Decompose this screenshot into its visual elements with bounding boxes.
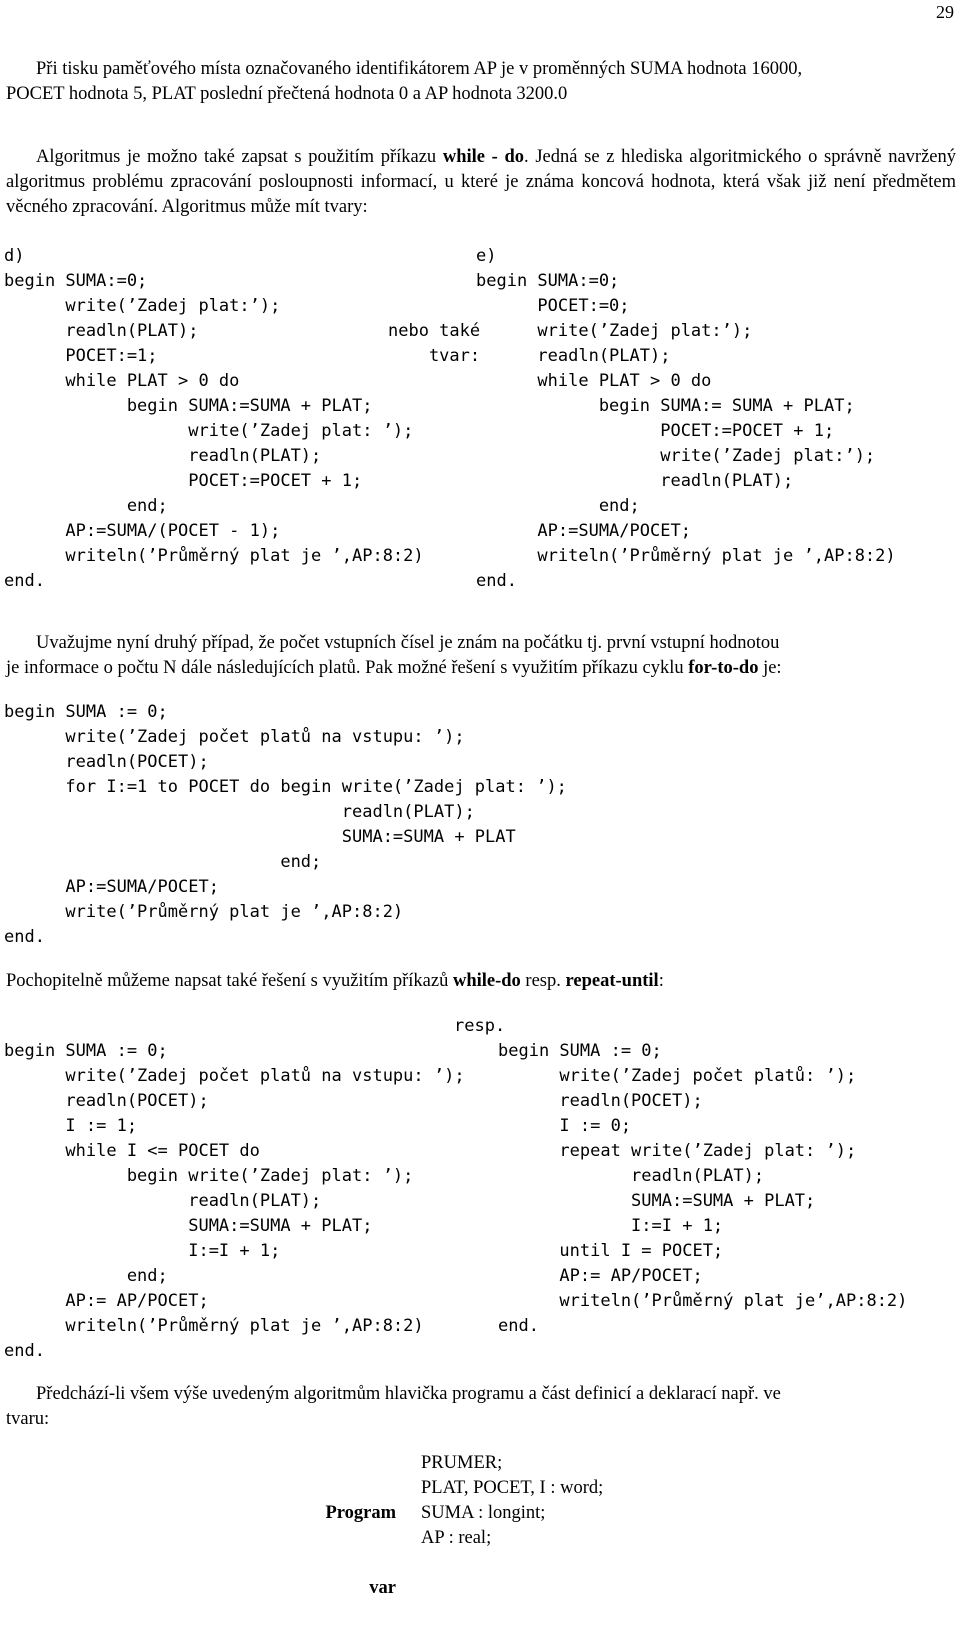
declaration-lines [421, 1451, 603, 1551]
paragraph-header [6, 1382, 956, 1432]
code-line: begin SUMA:=0; [476, 271, 620, 291]
code-line: begin SUMA := 0; [4, 1041, 168, 1061]
code-line: while I <= POCET do [4, 1141, 260, 1161]
code-line: while PLAT > 0 do [4, 371, 240, 391]
code-line: write(’Průměrný plat je ’,AP:8:2) [4, 902, 404, 922]
code-line: SUMA:=SUMA + PLAT; [4, 1216, 373, 1236]
paragraph-text: . Jedná se z hlediska algoritmického o správně navržený algoritmus problému zpracování posloupnosti informací, u které je známa koncová hodnota, která však již není předmětem věcného zpracování. Algoritmus může mít tvary: [6, 147, 956, 217]
paragraph-intro-line1: Při tisku paměťového místa označovaného identifikátorem AP je v proměnných SUMA hodnota 16000, [36, 59, 803, 79]
paragraph-while-do [6, 145, 956, 220]
code-middle-text [388, 319, 480, 369]
code-line: SUMA:=SUMA + PLAT; [498, 1191, 816, 1211]
code-line: begin SUMA:=0; [4, 271, 148, 291]
code-line: writeln(’Průměrný plat je ’,AP:8:2) [4, 546, 424, 566]
code-line: I := 1; [4, 1116, 138, 1136]
keyword-while-do: while - do [442, 147, 525, 167]
code-line: write(’Zadej počet platů: ’); [498, 1066, 857, 1086]
code-line: begin SUMA:= SUMA + PLAT; [476, 396, 855, 416]
code-line: AP:= AP/POCET; [4, 1291, 209, 1311]
paragraph-intro-line2: POCET hodnota 5, PLAT poslední přečtená hodnota 0 a AP hodnota 3200.0 [6, 84, 568, 104]
code-line: e) [476, 246, 497, 266]
code-line: end. [4, 927, 45, 947]
code-line: readln(PLAT); [476, 471, 794, 491]
code-line: begin SUMA := 0; [498, 1041, 662, 1061]
code-line: POCET:=POCET + 1; [476, 421, 835, 441]
code-line: write(’Zadej plat: ’); [4, 421, 414, 441]
declaration-line: SUMA : longint; [421, 1503, 546, 1523]
code-line: while PLAT > 0 do [476, 371, 712, 391]
paragraph-for-to-do [6, 631, 956, 681]
code-line: readln(POCET); [4, 752, 209, 772]
paragraph-while-repeat [6, 969, 956, 994]
code-line: write(’Zadej plat:’); [476, 446, 876, 466]
code-block-while [4, 1039, 465, 1364]
code-line: AP:= AP/POCET; [498, 1266, 703, 1286]
code-line: readln(PLAT); [498, 1166, 765, 1186]
code-line: readln(POCET); [4, 1091, 209, 1111]
code-line: end; [476, 496, 640, 516]
code-block-e [476, 244, 896, 594]
paragraph-text: je informace o počtu N dále následujících platů. Pak možné řešení s využitím příkazu cyklu [6, 658, 689, 678]
code-line: nebo také [388, 321, 481, 341]
code-line: write(’Zadej plat:’); [476, 321, 753, 341]
code-block-d [4, 244, 424, 594]
code-line: AP:=SUMA/(POCET - 1); [4, 521, 281, 541]
code-line: writeln(’Průměrný plat je ’,AP:8:2) [476, 546, 896, 566]
code-line: readln(PLAT); [476, 346, 671, 366]
paragraph-text: Uvažujme nyní druhý případ, že počet vstupních čísel je znám na počátku tj. první vstupní hodnotou [36, 633, 780, 653]
code-line: end. [4, 1341, 45, 1361]
code-line: readln(PLAT); [4, 446, 322, 466]
code-line: end. [476, 571, 517, 591]
paragraph-text: je: [758, 658, 782, 678]
code-line: readln(PLAT); [4, 1191, 322, 1211]
code-line: for I:=1 to POCET do begin write(’Zadej plat: ’); [4, 777, 567, 797]
code-resp-label: resp. [454, 1016, 506, 1036]
paragraph-text: Algoritmus je možno také zapsat s použitím příkazu [36, 147, 443, 167]
code-line: end. [498, 1316, 539, 1336]
paragraph-text: tvaru: [6, 1409, 50, 1429]
code-line: end; [4, 496, 168, 516]
code-line: writeln(’Průměrný plat je ’,AP:8:2) [4, 1316, 424, 1336]
code-line: POCET:=POCET + 1; [4, 471, 363, 491]
paragraph-text: : [658, 971, 664, 991]
declaration-keywords [296, 1451, 396, 1626]
code-line: I:=I + 1; [498, 1216, 724, 1236]
keyword-for-to-do: for-to-do [688, 658, 759, 678]
code-line: POCET:=1; [4, 346, 158, 366]
keyword-var: var [369, 1578, 396, 1598]
keyword-program: Program [325, 1503, 396, 1523]
keyword-repeat-until: repeat-until [565, 971, 659, 991]
code-line: d) [4, 246, 25, 266]
code-line: write(’Zadej plat:’); [4, 296, 281, 316]
code-line: readln(POCET); [498, 1091, 703, 1111]
code-line: end; [4, 1266, 168, 1286]
page-number: 29 [936, 2, 954, 22]
code-line: SUMA:=SUMA + PLAT [4, 827, 516, 847]
code-line: until I = POCET; [498, 1241, 724, 1261]
code-line: write(’Zadej počet platů na vstupu: ’); [4, 1066, 465, 1086]
code-line: begin write(’Zadej plat: ’); [4, 1166, 414, 1186]
paragraph-text: Předchází-li všem výše uvedeným algoritmům hlavička programu a část definicí a deklarací např. ve [36, 1384, 781, 1404]
code-block-for [4, 700, 567, 950]
declaration-line: AP : real; [421, 1528, 492, 1548]
paragraph-intro [6, 57, 956, 107]
code-line: readln(PLAT); [4, 802, 475, 822]
code-line: end. [4, 571, 45, 591]
declaration-line: PLAT, POCET, I : word; [421, 1478, 604, 1498]
code-line: end; [4, 852, 322, 872]
code-line: AP:=SUMA/POCET; [476, 521, 691, 541]
code-line: repeat write(’Zadej plat: ’); [498, 1141, 857, 1161]
code-line: I := 0; [498, 1116, 632, 1136]
keyword-while-do: while-do [452, 971, 521, 991]
code-line: write(’Zadej počet platů na vstupu: ’); [4, 727, 465, 747]
code-block-repeat [498, 1039, 907, 1339]
code-line: AP:=SUMA/POCET; [4, 877, 219, 897]
code-line: I:=I + 1; [4, 1241, 281, 1261]
code-line: begin SUMA:=SUMA + PLAT; [4, 396, 373, 416]
code-line: tvar: [388, 346, 481, 366]
declaration-line: PRUMER; [421, 1453, 503, 1473]
code-line: readln(PLAT); [4, 321, 199, 341]
paragraph-text: Pochopitelně můžeme napsat také řešení s využitím příkazů [6, 971, 453, 991]
code-line: writeln(’Průměrný plat je’,AP:8:2) [498, 1291, 908, 1311]
paragraph-text: resp. [520, 971, 566, 991]
code-line: POCET:=0; [476, 296, 630, 316]
code-line: begin SUMA := 0; [4, 702, 168, 722]
